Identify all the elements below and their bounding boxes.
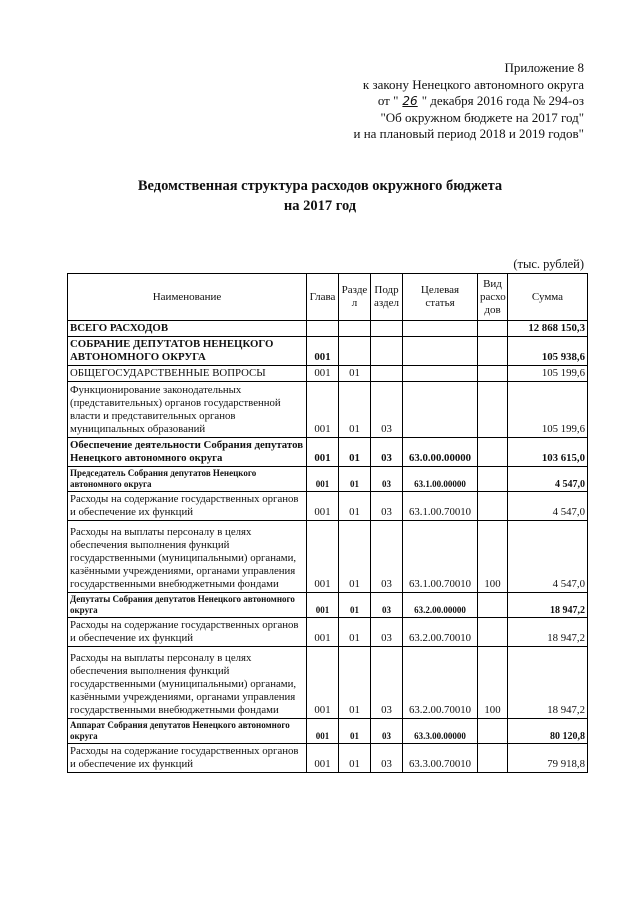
table-row: СОБРАНИЕ ДЕПУТАТОВ НЕНЕЦКОГО АВТОНОМНОГО ОКРУГА 001 105 938,6	[68, 337, 588, 366]
header-name: Наименование	[68, 274, 307, 321]
handwritten-day: 26	[402, 94, 418, 108]
table-row: Обеспечение деятельности Собрания депутатов Ненецкого автономного округа 001 01 03 63.0.00.00000 103 615,0	[68, 438, 588, 467]
table-row: Расходы на содержание государственных органов и обеспечение их функций 001 01 03 63.1.00.70010 4 547,0	[68, 492, 588, 521]
header-section: Разде л	[339, 274, 371, 321]
appendix-law-ref: к закону Ненецкого автономного округа	[362, 76, 584, 92]
appendix-law-title: "Об окружном бюджете на 2017 год"	[380, 109, 584, 125]
header-subsection: Подр аздел	[371, 274, 403, 321]
table-row: ОБЩЕГОСУДАРСТВЕННЫЕ ВОПРОСЫ 001 01 105 199,6	[68, 366, 588, 382]
table-row: Аппарат Собрания депутатов Ненецкого автономного округа 001 01 03 63.3.00.00000 80 120,8	[68, 719, 588, 744]
units-label: (тыс. рублей)	[513, 257, 584, 271]
table-row: Расходы на выплаты персоналу в целях обеспечения выполнения функций государственными (муниципальными) органами, казёнными учреждениями, органами управления государственными внебюджетными фондами 001 01 03 63.1.00.70010 100 4 547,0	[68, 521, 588, 593]
table-row: Расходы на содержание государственных органов и обеспечение их функций 001 01 03 63.3.00.70010 79 918,8	[68, 744, 588, 773]
budget-table	[67, 273, 588, 773]
title-line-2: на 2017 год	[283, 198, 357, 214]
table-row: Председатель Собрания депутатов Ненецкого автономного округа 001 01 03 63.1.00.00000 4 547,0	[68, 467, 588, 492]
appendix-date-line: от " 26 " декабря 2016 года № 294-оз	[377, 93, 584, 108]
header-target: Целевая статья	[403, 274, 478, 321]
document-title	[0, 176, 640, 216]
table-row: Расходы на содержание государственных органов и обеспечение их функций 001 01 03 63.2.00.70010 18 947,2	[68, 618, 588, 647]
table-row: Расходы на выплаты персоналу в целях обеспечения выполнения функций государственными (муниципальными) органами, казёнными учреждениями, органами управления государственными внебюджетными фондами 001 01 03 63.2.00.70010 100 18 947,2	[68, 647, 588, 719]
table-header-row	[68, 274, 588, 321]
appendix-header	[353, 60, 584, 143]
header-type: Вид расхо дов	[478, 274, 508, 321]
header-sum: Сумма	[508, 274, 588, 321]
table-row: Функционирование законодательных (представительных) органов государственной власти и представительных органов муниципальных образований 001 01 03 105 199,6	[68, 382, 588, 438]
table-row: ВСЕГО РАСХОДОВ 12 868 150,3	[68, 321, 588, 337]
appendix-number: Приложение 8	[504, 60, 584, 75]
header-chapter: Глава	[307, 274, 339, 321]
appendix-period: и на плановый период 2018 и 2019 годов"	[353, 126, 584, 141]
table-body	[68, 321, 588, 773]
title-line-1: Ведомственная структура расходов окружного бюджета	[137, 178, 503, 194]
table-row: Депутаты Собрания депутатов Ненецкого автономного округа 001 01 03 63.2.00.00000 18 947,2	[68, 593, 588, 618]
